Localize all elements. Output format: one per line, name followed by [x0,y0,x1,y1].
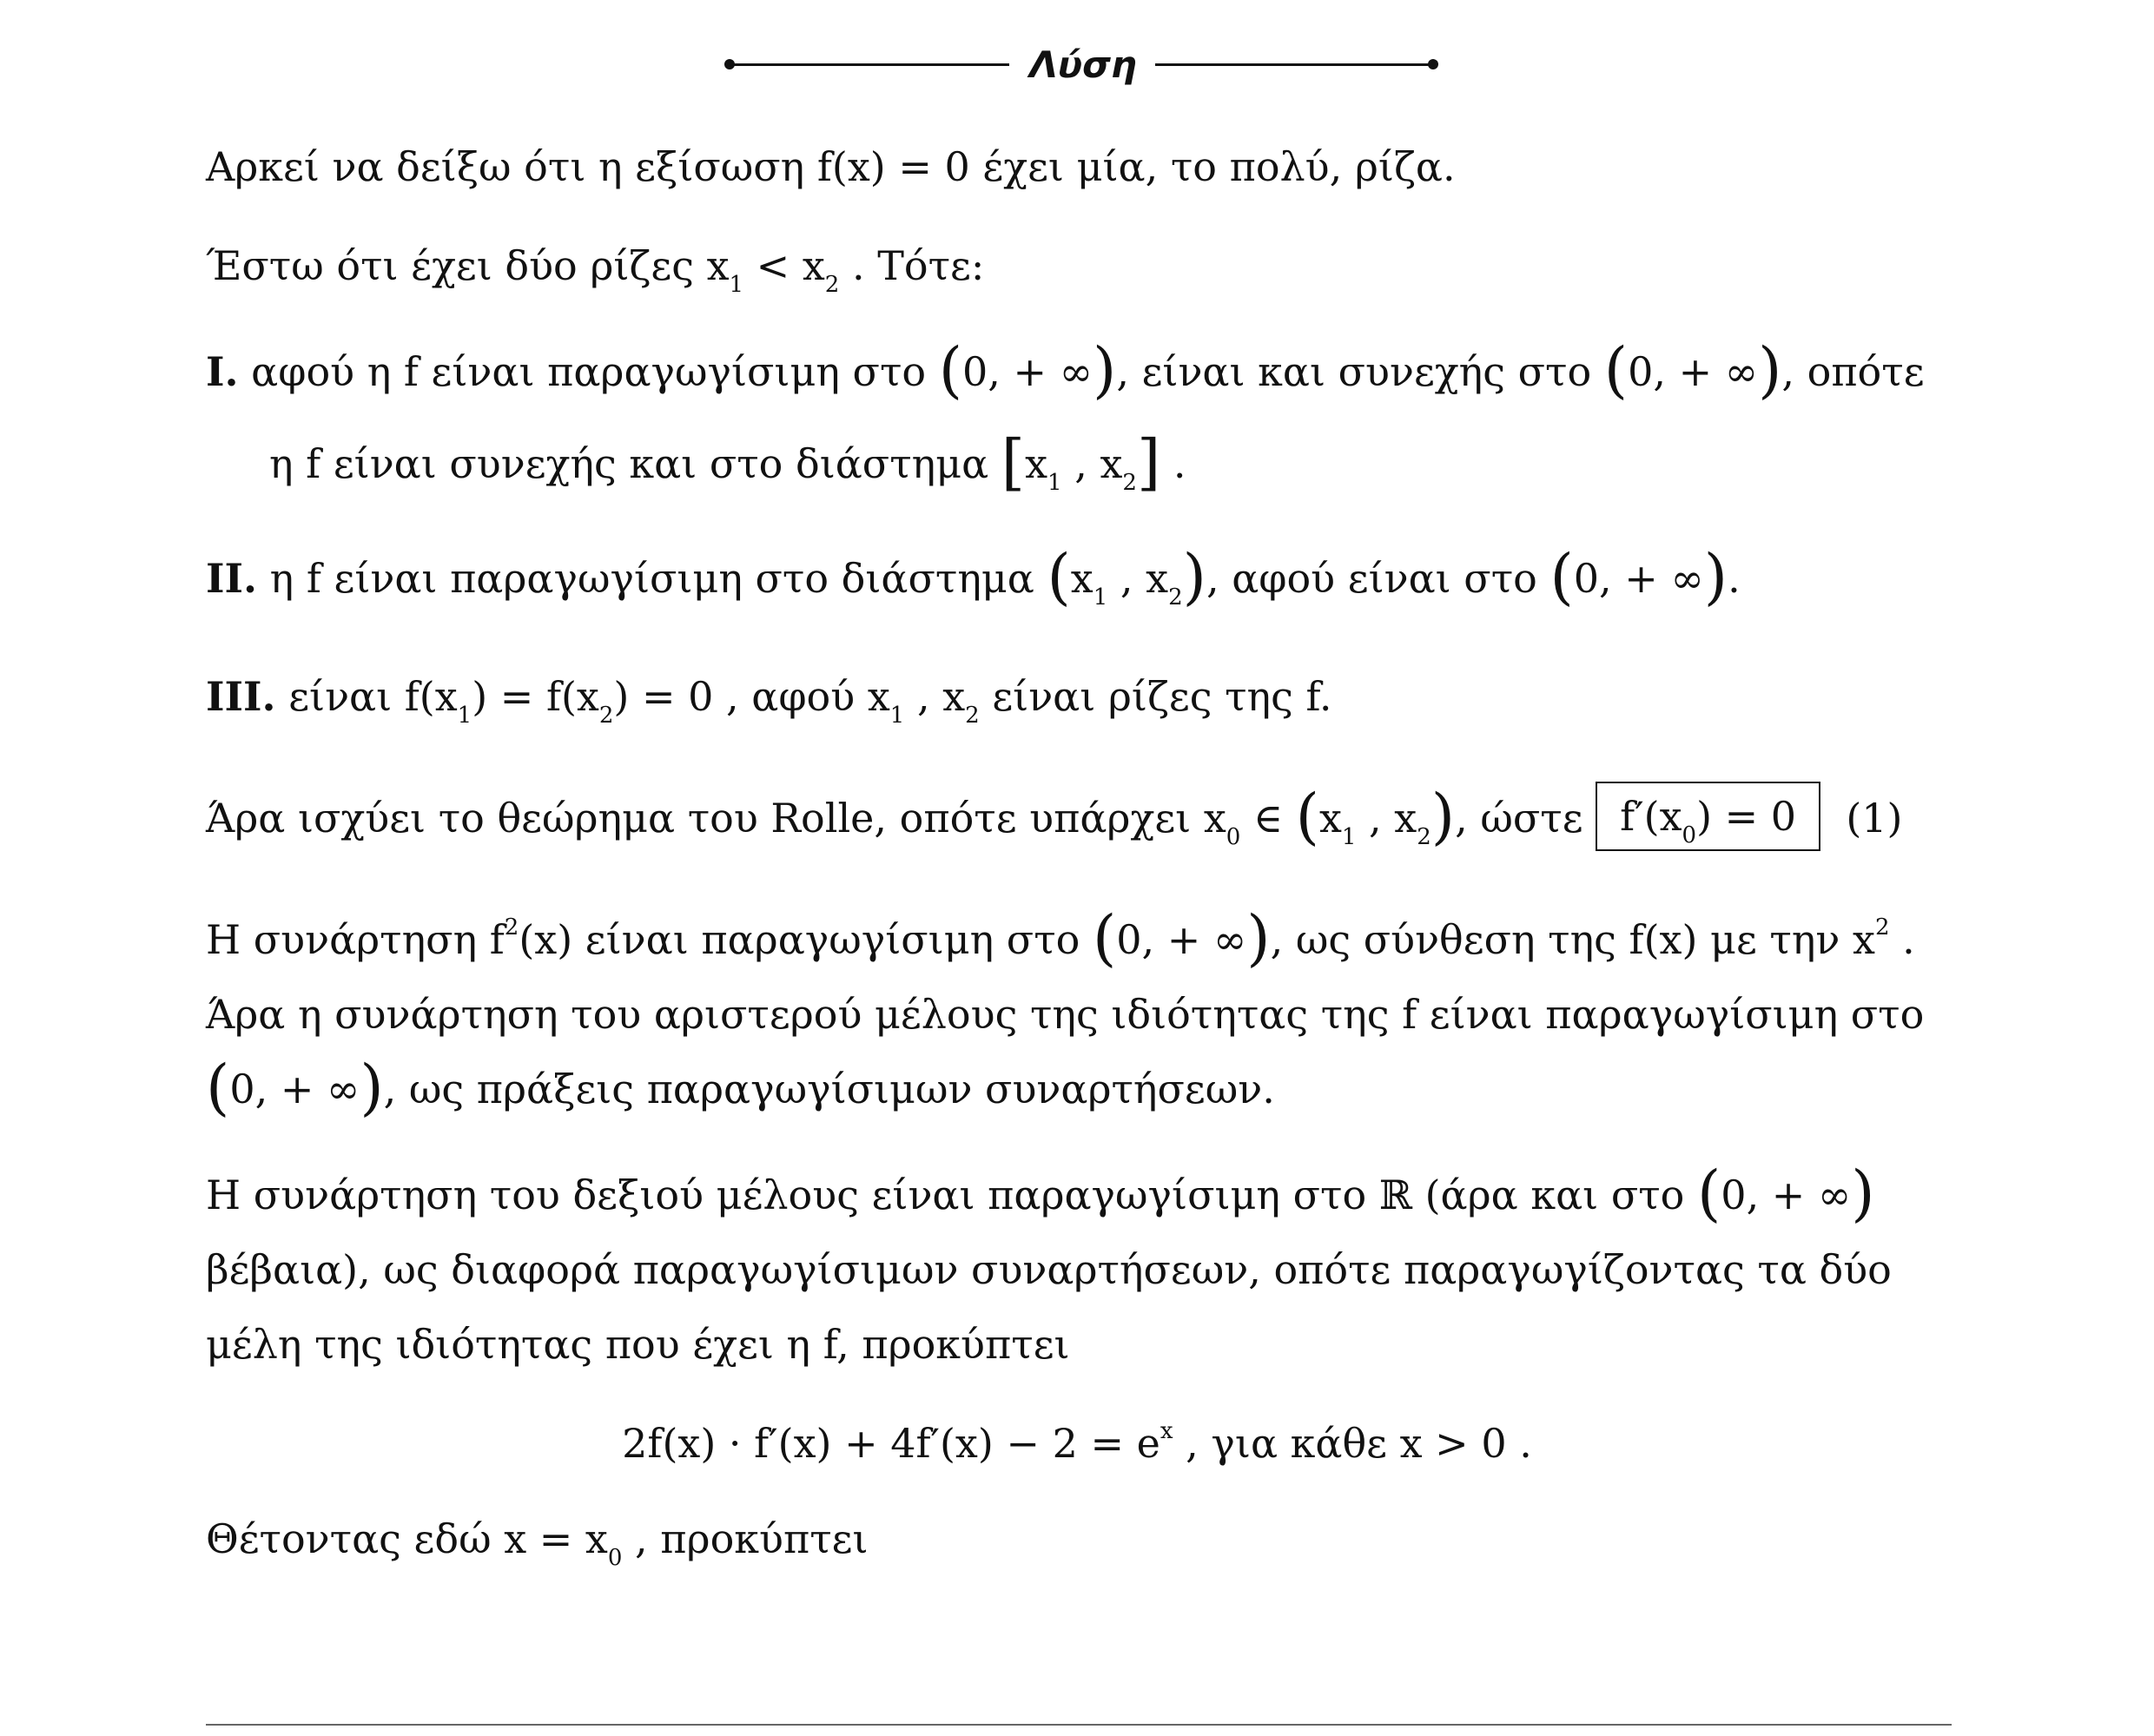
paren-open: ( [206,1052,230,1123]
interval: 0, + ∞ [1628,348,1759,395]
text: , x [1061,440,1123,487]
paren-open: ( [1047,541,1071,612]
paren-close: ) [1246,902,1271,974]
paren-open: ( [1549,541,1574,612]
subscript: 2 [1122,470,1137,496]
text: Θέτοντας εδώ x = x [206,1515,608,1562]
line-6 [206,670,1332,729]
text: . [1160,440,1186,487]
line-8 [206,902,1915,974]
text: ) = 0 [1696,793,1797,840]
header-rule-right [1155,63,1435,66]
text: Άρα η συνάρτηση του αριστερού μέλους της ιδιότητας της f είναι παραγωγίσιμη στο [206,991,1925,1038]
text: , είναι και συνεχής στο [1116,348,1604,395]
line-13 [206,1318,1070,1370]
line-2 [206,240,985,298]
subscript: 2 [965,703,980,729]
text: x [1070,555,1094,602]
text: , x [1356,795,1417,842]
text: είναι ρίζες της f. [979,673,1332,720]
text: x [1318,795,1342,842]
line-15 [206,1513,869,1571]
subscript: 2 [1168,584,1183,611]
text: , ώστε [1455,795,1596,842]
text: < x [743,242,825,289]
line-3 [206,334,1925,406]
text: . [1728,555,1741,602]
paren-close: ) [1093,334,1117,406]
solution-header [724,35,1437,96]
paren-close: ) [1182,541,1206,612]
line-5 [206,541,1741,612]
subscript: 0 [1682,822,1697,848]
text: Έστω ότι έχει δύο ρίζες x [206,242,730,289]
paren-close: ) [1758,334,1782,406]
paren-open: ( [1603,334,1629,406]
subscript: 2 [598,703,614,729]
line-11 [206,1158,1875,1229]
text: , αφού είναι στο [1206,555,1550,602]
text: Η συνάρτηση του δεξιού μέλους είναι παραγωγίσιμη στο ℝ (άρα και στο [206,1172,1697,1218]
subscript: 1 [1047,470,1062,496]
text: . [1889,916,1915,963]
line-9 [206,988,1924,1040]
paren-close: ) [1430,781,1456,852]
item-number: I. [206,348,239,395]
paren-open: ( [1696,1158,1721,1229]
paren-open: ( [938,334,963,406]
subscript: 0 [607,1545,623,1571]
line-14-display-equation [0,1417,2154,1469]
text: x [1025,440,1048,487]
text: Η συνάρτηση f [206,916,505,963]
text: , x [1107,555,1169,602]
subscript: 2 [1417,824,1431,850]
text: , x [904,673,966,720]
text: 2f(x) · f′(x) + 4f′(x) − 2 = e [622,1420,1160,1467]
paren-open: ( [1295,781,1319,852]
header-rule-left [731,63,1009,66]
subscript: 1 [1093,584,1108,611]
text: (x) είναι παραγωγίσιμη στο [519,916,1093,963]
paren-open: ( [1092,902,1117,974]
text: . Τότε: [839,242,985,289]
text: , για κάθε x > 0 . [1173,1420,1532,1467]
subscript: 1 [729,272,744,298]
text: , προκύπτει [622,1515,869,1562]
text: βέβαια), ως διαφορά παραγωγίσιμων συναρτήσεων, οπότε παραγωγίζοντας τα δύο [206,1246,1892,1293]
superscript: x [1160,1418,1173,1444]
subscript: 1 [457,703,472,729]
bracket-close: ] [1136,426,1161,498]
paren-close: ) [1703,541,1728,612]
paren-close: ) [360,1052,384,1123]
interval: 0, + ∞ [1116,916,1247,963]
subscript: 2 [824,272,840,298]
line-1 [206,141,1456,193]
text: η f είναι συνεχής και στο διάστημα [269,440,1001,487]
header-dot-right [1428,59,1438,69]
subscript: 1 [1341,824,1357,850]
superscript: 2 [1874,914,1890,941]
text: είναι f(x [275,673,458,720]
text: ∈ [1240,795,1296,842]
header-title: Λύση [1029,43,1137,86]
line-4 [269,426,1186,498]
bracket-open: [ [1001,426,1026,498]
text: μέλη της ιδιότητας που έχει η f, προκύπτει [206,1321,1070,1368]
equation-tag: (1) [1846,795,1903,842]
item-number: III. [206,673,276,720]
subscript: 0 [1226,824,1241,850]
text: αφού η f είναι παραγωγίσιμη στο [238,348,939,395]
footer-rule [206,1724,1952,1726]
interval: 0, + ∞ [229,1066,360,1112]
text: Άρα ισχύει το θεώρημα του Rolle, οπότε υπάρχει x [206,795,1226,842]
item-number: II. [206,555,258,602]
interval: 0, + ∞ [962,348,1094,395]
paren-close: ) [1851,1158,1875,1229]
text: f′(x [1620,793,1682,840]
line-12 [206,1244,1892,1296]
boxed-equation [1596,782,1820,851]
text: Αρκεί να δείξω ότι η εξίσωση f(x) = 0 έχει μία, το πολύ, ρίζα. [206,143,1456,190]
text: η f είναι παραγωγίσιμη στο διάστημα [257,555,1047,602]
interval: 0, + ∞ [1573,555,1704,602]
text: , οπότε [1781,348,1925,395]
text: , ως σύνθεση της f(x) με την x [1270,916,1875,963]
interval: 0, + ∞ [1721,1172,1852,1218]
text: ) = 0 , αφού x [613,673,890,720]
subscript: 1 [889,703,905,729]
superscript: 2 [504,914,519,941]
text: ) = f(x [472,673,599,720]
line-7 [206,781,1903,852]
line-10 [206,1052,1275,1123]
text: , ως πράξεις παραγωγίσιμων συναρτήσεων. [383,1066,1275,1112]
